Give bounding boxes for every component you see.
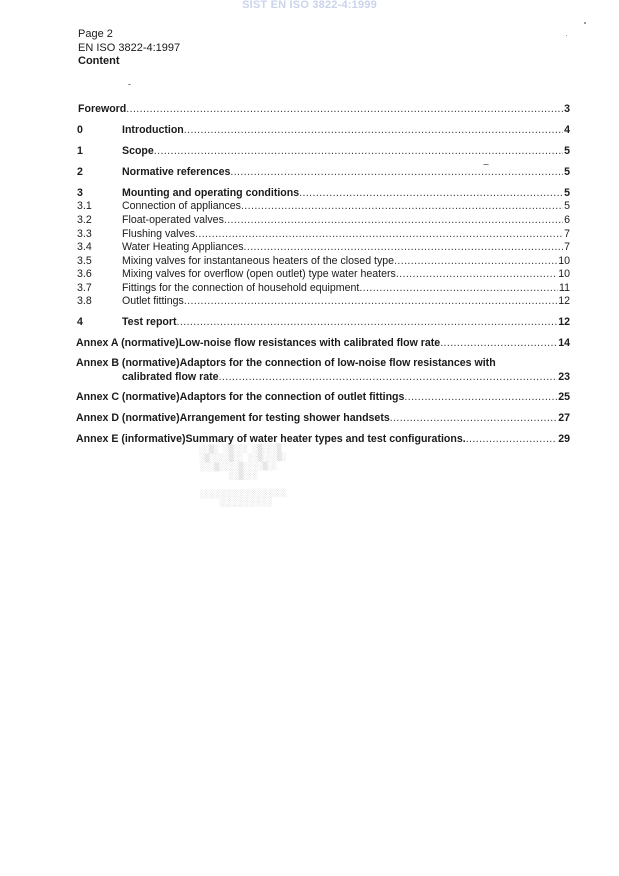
toc-entry-3-8[interactable] [77, 295, 570, 308]
toc-page: 4 [564, 124, 570, 136]
toc-page: 7 [564, 228, 570, 240]
toc-number: 3.4 [77, 241, 92, 253]
toc-page: 25 [558, 391, 570, 403]
toc-entry-annex-a[interactable] [76, 337, 570, 350]
faded-stamp-smudge: ░░▒░ ░▒░░░ ░▒░░░▒ ░▒░░░░▒░░ ░░▒░░░▒░ ░░░▒░░░░▒░░░░▒░░ ░░▒░░░ ░░░░░░░░░░░░░░░░░░ ░░░░░░░░░░░ [199, 443, 288, 508]
toc-title: Float-operated valves [122, 214, 224, 226]
toc-title: Foreword [78, 103, 127, 115]
toc-leader [466, 433, 558, 446]
toc-leader [184, 124, 563, 137]
toc-leader [299, 187, 563, 200]
toc-entry-mounting[interactable] [77, 187, 570, 200]
toc-page: 6 [564, 214, 570, 226]
toc-leader [154, 145, 563, 158]
toc-leader [224, 214, 563, 227]
toc-number: 1 [77, 145, 83, 157]
toc-leader [230, 166, 563, 179]
toc-title: Introduction [122, 124, 184, 136]
toc-page: 27 [558, 412, 570, 424]
toc-entry-annex-b-continued[interactable] [122, 371, 570, 384]
toc-number: 2 [77, 166, 83, 178]
page-number: Page 2 [78, 28, 113, 40]
scan-speck [128, 84, 131, 85]
toc-leader [126, 103, 563, 116]
toc-leader [184, 295, 557, 308]
toc-page: 10 [558, 255, 570, 267]
toc-entry-annex-d[interactable] [76, 412, 570, 425]
toc-leader [244, 241, 564, 254]
toc-entry-3-1[interactable] [77, 200, 570, 213]
toc-page: 7 [564, 241, 570, 253]
toc-page: 5 [564, 200, 570, 212]
toc-title: Scope [122, 145, 154, 157]
toc-title: Annex E (informative)Summary of water heater types and test configurations. [76, 433, 466, 445]
toc-page: 10 [558, 268, 570, 280]
toc-entry-3-6[interactable] [77, 268, 570, 281]
toc-title: Mixing valves for overflow (open outlet) type water heaters [122, 268, 396, 280]
toc-title: Outlet fittings [122, 295, 184, 307]
toc-page: 14 [558, 337, 570, 349]
toc-entry-test-report[interactable] [77, 316, 570, 329]
toc-leader [219, 371, 558, 384]
toc-number: 3.3 [77, 228, 92, 240]
toc-page: 29 [558, 433, 570, 445]
toc-title: Mounting and operating conditions [122, 187, 300, 199]
toc-number: 3.7 [77, 282, 92, 294]
toc-entry-3-2[interactable] [77, 214, 570, 227]
toc-title: Flushing valves [122, 228, 196, 240]
toc-number: 3.2 [77, 214, 92, 226]
toc-title: Connection of appliances [122, 200, 241, 212]
toc-entry-3-4[interactable] [77, 241, 570, 254]
toc-leader [177, 316, 558, 329]
toc-leader [390, 412, 557, 425]
scan-speck [566, 35, 567, 36]
toc-leader [440, 337, 557, 350]
toc-title: Annex B (normative)Adaptors for the connection of low-noise flow resistances with [76, 357, 496, 369]
toc-number: 0 [77, 124, 83, 136]
toc-title: Annex D (normative)Arrangement for testing shower handsets [76, 412, 390, 424]
scan-speck [483, 164, 489, 165]
toc-entry-foreword[interactable] [78, 103, 570, 116]
watermark: SIST EN ISO 3822-4:1999 [242, 0, 377, 11]
toc-page: 11 [559, 282, 570, 294]
toc-page: 12 [558, 316, 570, 328]
toc-title: Annex A (normative)Low-noise flow resistances with calibrated flow rate [76, 337, 441, 349]
standard-id: EN ISO 3822-4:1997 [78, 41, 181, 54]
toc-leader [359, 282, 558, 295]
contents-heading: Content [78, 55, 120, 67]
toc-leader [394, 255, 557, 268]
toc-page: 5 [564, 166, 570, 178]
toc-leader [404, 391, 557, 404]
toc-title: Water Heating Appliances [122, 241, 244, 253]
toc-title: Mixing valves for instantaneous heaters of the closed type [122, 255, 395, 267]
toc-title: Annex C (normative)Adaptors for the connection of outlet fittings [76, 391, 405, 403]
toc-entry-scope[interactable] [77, 145, 570, 158]
toc-entry-3-5[interactable] [77, 255, 570, 268]
toc-title: calibrated flow rate [122, 371, 219, 383]
toc-page: 12 [558, 295, 570, 307]
toc-leader [195, 228, 563, 241]
toc-title: Fittings for the connection of household equipment [122, 282, 360, 294]
toc-title: Normative references [122, 166, 231, 178]
toc-entry-3-7[interactable] [77, 282, 570, 295]
toc-entry-introduction[interactable] [77, 124, 570, 137]
toc-page: 3 [564, 103, 570, 115]
toc-number: 3 [77, 187, 83, 199]
toc-leader [396, 268, 557, 281]
toc-page: 5 [564, 187, 570, 199]
toc-leader [241, 200, 563, 213]
toc-number: 3.1 [77, 200, 92, 212]
toc-title: Test report [122, 316, 177, 328]
toc-page: 5 [564, 145, 570, 157]
toc-number: 3.6 [77, 268, 92, 280]
toc-number: 4 [77, 316, 83, 328]
toc-page: 23 [558, 371, 570, 383]
toc-number: 3.8 [77, 295, 92, 307]
toc-entry-normative-references[interactable] [77, 166, 570, 179]
toc-entry-3-3[interactable] [77, 228, 570, 241]
toc-entry-annex-b[interactable] [76, 357, 496, 370]
toc-entry-annex-c[interactable] [76, 391, 570, 404]
scan-speck [584, 22, 586, 24]
toc-number: 3.5 [77, 255, 92, 267]
